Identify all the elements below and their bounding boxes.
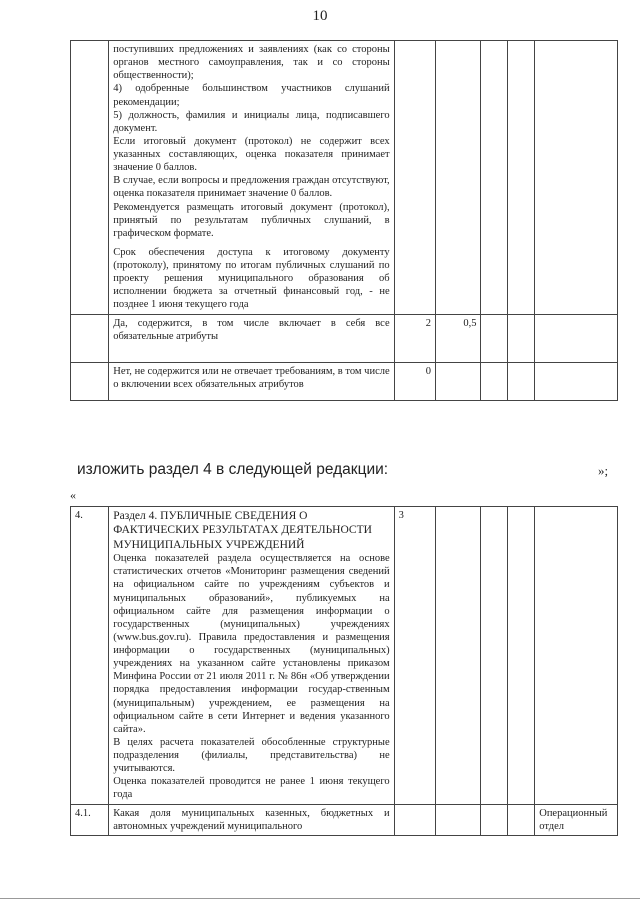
table-cell xyxy=(71,41,109,315)
paragraph: Рекомендуется размещать итоговый документ (протокол), принятый по результатам публичных слушаний, в графическом формате. xyxy=(113,201,390,239)
row-number: 4.1. xyxy=(71,804,109,835)
question-text: Какая доля муниципальных казенных, бюджетных и автономных учреждений муниципального xyxy=(113,807,390,832)
table-cell xyxy=(535,314,618,362)
opening-quote: « xyxy=(70,488,76,502)
table-cell xyxy=(394,41,435,315)
page-number: 10 xyxy=(312,8,328,24)
table-cell xyxy=(436,507,481,805)
answer-text: Да, содержится, в том числе включает в себя все обязательные атрибуты xyxy=(113,317,390,342)
table-cell xyxy=(508,314,535,362)
paragraph: В случае, если вопросы и предложения граждан отсутствуют, оценка показателя принимает значение 0 баллов. xyxy=(113,175,390,200)
paragraph: Оценка показателей проводится не ранее 1 июня текущего года xyxy=(113,776,390,801)
table-row xyxy=(71,314,618,362)
table-row xyxy=(71,41,618,315)
table-cell xyxy=(481,507,508,805)
criteria-table-section4 xyxy=(70,506,618,836)
paragraph: 4) одобренные большинством участников слушаний рекомендации; xyxy=(113,83,390,108)
table-row xyxy=(71,362,618,400)
criteria-table-section3 xyxy=(70,40,618,401)
table-cell xyxy=(481,41,508,315)
table-cell xyxy=(394,804,435,835)
paragraph: поступивших предложениях и заявлениях (как со стороны органов местного самоуправления, так и со стороны общественности); xyxy=(113,44,390,82)
answer-text: Нет, не содержится или не отвечает требованиям, в том числе о включении всех обязательных атрибутов xyxy=(113,365,390,390)
table-cell xyxy=(535,507,618,805)
table-row xyxy=(71,804,618,835)
table-cell xyxy=(71,314,109,362)
table-cell xyxy=(535,41,618,315)
score-cell: 0 xyxy=(394,362,435,400)
paragraph: 5) должность, фамилия и инициалы лица, подписавшего документ. xyxy=(113,109,390,134)
table-cell xyxy=(508,41,535,315)
closing-quote: »; xyxy=(598,463,609,478)
table-cell xyxy=(481,362,508,400)
responsible-cell: Операционный отдел xyxy=(535,804,618,835)
score-cell: 2 xyxy=(394,314,435,362)
criteria-description-cell xyxy=(109,41,394,315)
paragraph: В целях расчета показателей обособленные структурные подразделения (филиалы, представительства) не учитываются. xyxy=(113,736,390,775)
table-cell xyxy=(508,507,535,805)
question-cell xyxy=(109,804,394,835)
table-row xyxy=(71,507,618,805)
table-cell xyxy=(508,362,535,400)
table-cell xyxy=(481,314,508,362)
score-cell: 3 xyxy=(394,507,435,805)
section-description-cell xyxy=(109,507,394,805)
table-cell xyxy=(436,41,481,315)
table-cell xyxy=(508,804,535,835)
amendment-instruction: изложить раздел 4 в следующей редакции: xyxy=(77,461,389,478)
row-number: 4. xyxy=(71,507,109,805)
paragraph: Оценка показателей раздела осуществляется на основе статистических отчетов «Мониторинг размещения сведений на официальном сайте по учреждениям субъектов и муниципальных образований», публикуемых на официальном сайте для размещения информации о государственных (муниципальных) учреждениях (www.bus.gov.ru). Правила предоставления и размещения информации о государственных (муниципальных) учреждениях на указанном сайте установлены приказом Минфина России от 21 июля 2011 г. № 86н «Об утверждении порядка предоставления информации государ-ственным (муниципальным) учреждением, ее размещения на официальном сайте в сети Интернет и ведения указанного сайта». xyxy=(113,553,390,735)
table-cell xyxy=(481,804,508,835)
weight-cell: 0,5 xyxy=(436,314,481,362)
paragraph: Срок обеспечения доступа к итоговому документу (протоколу), принятому по итогам публичных слушаний по проекту решения муниципального образования об исполнении бюджета за отчетный финансовый год, - не позднее 1 июня текущего года xyxy=(113,246,390,311)
table-cell xyxy=(71,362,109,400)
table-cell xyxy=(436,804,481,835)
paragraph: Если итоговый документ (протокол) не содержит всех указанных составляющих, оценка показателя принимает значение 0 баллов. xyxy=(113,135,390,174)
table-cell xyxy=(535,362,618,400)
page-bottom-rule xyxy=(0,898,640,899)
section-heading: Раздел 4. ПУБЛИЧНЫЕ СВЕДЕНИЯ О ФАКТИЧЕСКИХ РЕЗУЛЬТАТАХ ДЕЯТЕЛЬНОСТИ МУНИЦИПАЛЬНЫХ УЧРЕЖДЕНИЙ xyxy=(113,510,372,551)
answer-no-cell xyxy=(109,362,394,400)
table-cell xyxy=(436,362,481,400)
answer-yes-cell xyxy=(109,314,394,362)
